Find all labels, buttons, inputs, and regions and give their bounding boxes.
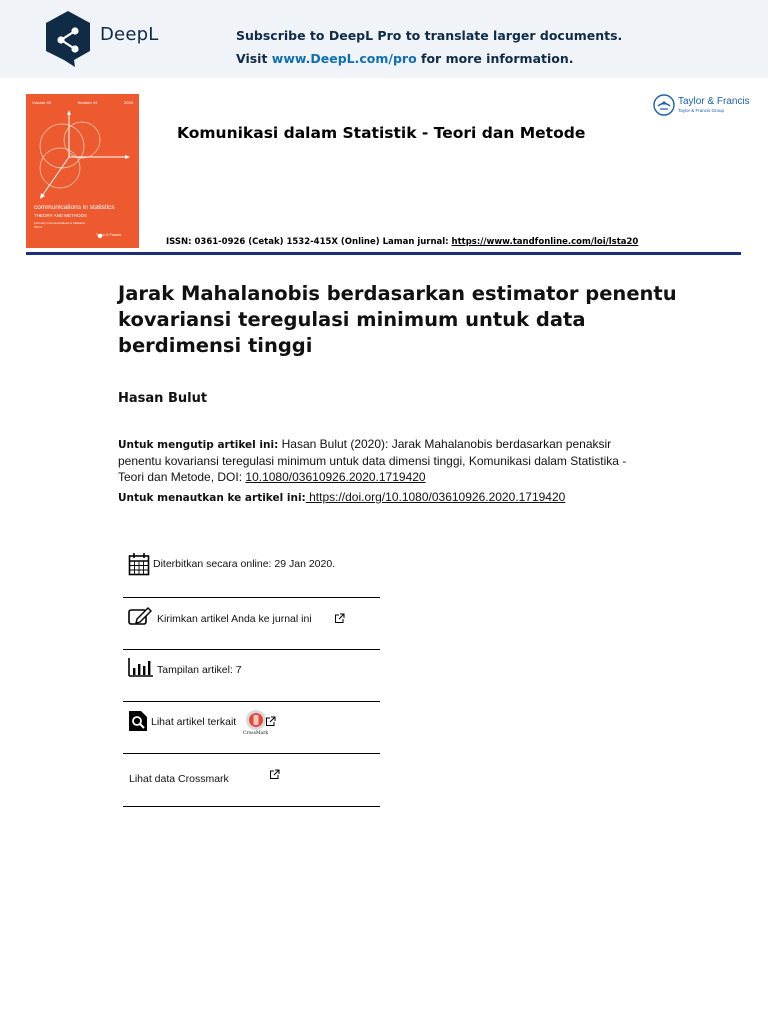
header-divider: [26, 252, 741, 255]
submit-article-link[interactable]: Kirimkan artikel Anda ke jurnal ini: [157, 613, 312, 625]
issn-text: ISSN: 0361-0926 (Cetak) 1532-415X (Online) Laman jurnal:: [166, 237, 452, 247]
article-views: Tampilan artikel: 7: [157, 664, 242, 676]
divider: [123, 753, 380, 754]
deepl-pro-link[interactable]: www.DeepL.com/pro: [271, 51, 417, 66]
visit-prefix: Visit: [236, 51, 272, 66]
search-doc-icon: [128, 710, 148, 732]
subscribe-message: Subscribe to DeepL Pro to translate larger documents.: [236, 28, 623, 43]
article-author: Hasan Bulut: [118, 391, 208, 406]
visit-message: [236, 51, 574, 66]
divider: [123, 649, 380, 650]
related-row[interactable]: [123, 707, 380, 741]
cover-subtitle: THEORY AND METHODS: [34, 213, 87, 218]
citation-label: Untuk mengutip artikel ini:: [118, 439, 279, 451]
divider: [123, 597, 380, 598]
publisher-name: Taylor & Francis: [678, 96, 750, 107]
published-date: Diterbitkan secara online: 29 Jan 2020.: [153, 558, 336, 570]
article-link-label: Untuk menautkan ke artikel ini:: [118, 492, 306, 504]
external-link-icon[interactable]: [265, 716, 276, 727]
crossmark-data-link[interactable]: Lihat data Crossmark: [129, 773, 229, 785]
views-row: [123, 655, 380, 685]
submit-row[interactable]: [123, 605, 380, 635]
journal-homepage-link[interactable]: https://www.tandfonline.com/loi/lsta20: [451, 237, 639, 247]
cover-note: Formerly Communications in Statistics: [34, 221, 86, 225]
cover-part: Part A: [34, 225, 43, 229]
crossmark-badge-label: CrossMark: [243, 731, 269, 736]
bar-chart-icon: [128, 657, 154, 677]
external-link-icon[interactable]: [269, 769, 280, 780]
deepl-logo-icon[interactable]: [44, 10, 92, 68]
divider: [123, 806, 380, 807]
article-doi-link[interactable]: https://doi.org/10.1080/03610926.2020.1719420: [305, 490, 566, 504]
publisher-group: Taylor & Francis Group: [678, 108, 725, 113]
article-title: Jarak Mahalanobis berdasarkan estimator penentu kovariansi teregulasi minimum untuk data berdimensi tinggi: [118, 282, 677, 357]
citation-text: Hasan Bulut (2020): Jarak Mahalanobis berdasarkan penaksir penentu kovariansi teregulasi minimum untuk data dimensi tinggi, Komunikasi dalam Statistika - Teori dan Metode, DOI:: [118, 437, 627, 484]
external-link-icon[interactable]: [334, 613, 345, 624]
cover-title: communications in statistics: [34, 204, 115, 211]
edit-icon: [128, 606, 152, 626]
issn-line: [166, 237, 638, 247]
deepl-banner: [0, 0, 768, 78]
cover-issue-info: [32, 100, 133, 105]
related-articles-link[interactable]: Lihat artikel terkait: [151, 716, 237, 728]
visit-suffix: for more information.: [416, 51, 574, 66]
deepl-brand-name: DeepL: [100, 24, 159, 45]
cover-number: Number 24: [77, 100, 98, 105]
citation-doi-link[interactable]: 10.1080/03610926.2020.1719420: [245, 470, 426, 484]
journal-title: Komunikasi dalam Statistik - Teori dan Metode: [177, 124, 586, 142]
cover-publisher: Taylor & Francis: [96, 233, 122, 237]
calendar-icon: [128, 552, 150, 576]
cover-volume: Volume 49: [32, 100, 51, 105]
taylor-francis-logo-icon[interactable]: [653, 94, 675, 116]
published-row: [123, 550, 380, 580]
journal-cover: [26, 94, 139, 248]
citation-block: [118, 436, 648, 485]
cover-year: 2020: [124, 100, 133, 105]
divider: [123, 701, 380, 702]
crossmark-row[interactable]: [123, 762, 380, 792]
article-link-line: [118, 490, 678, 504]
